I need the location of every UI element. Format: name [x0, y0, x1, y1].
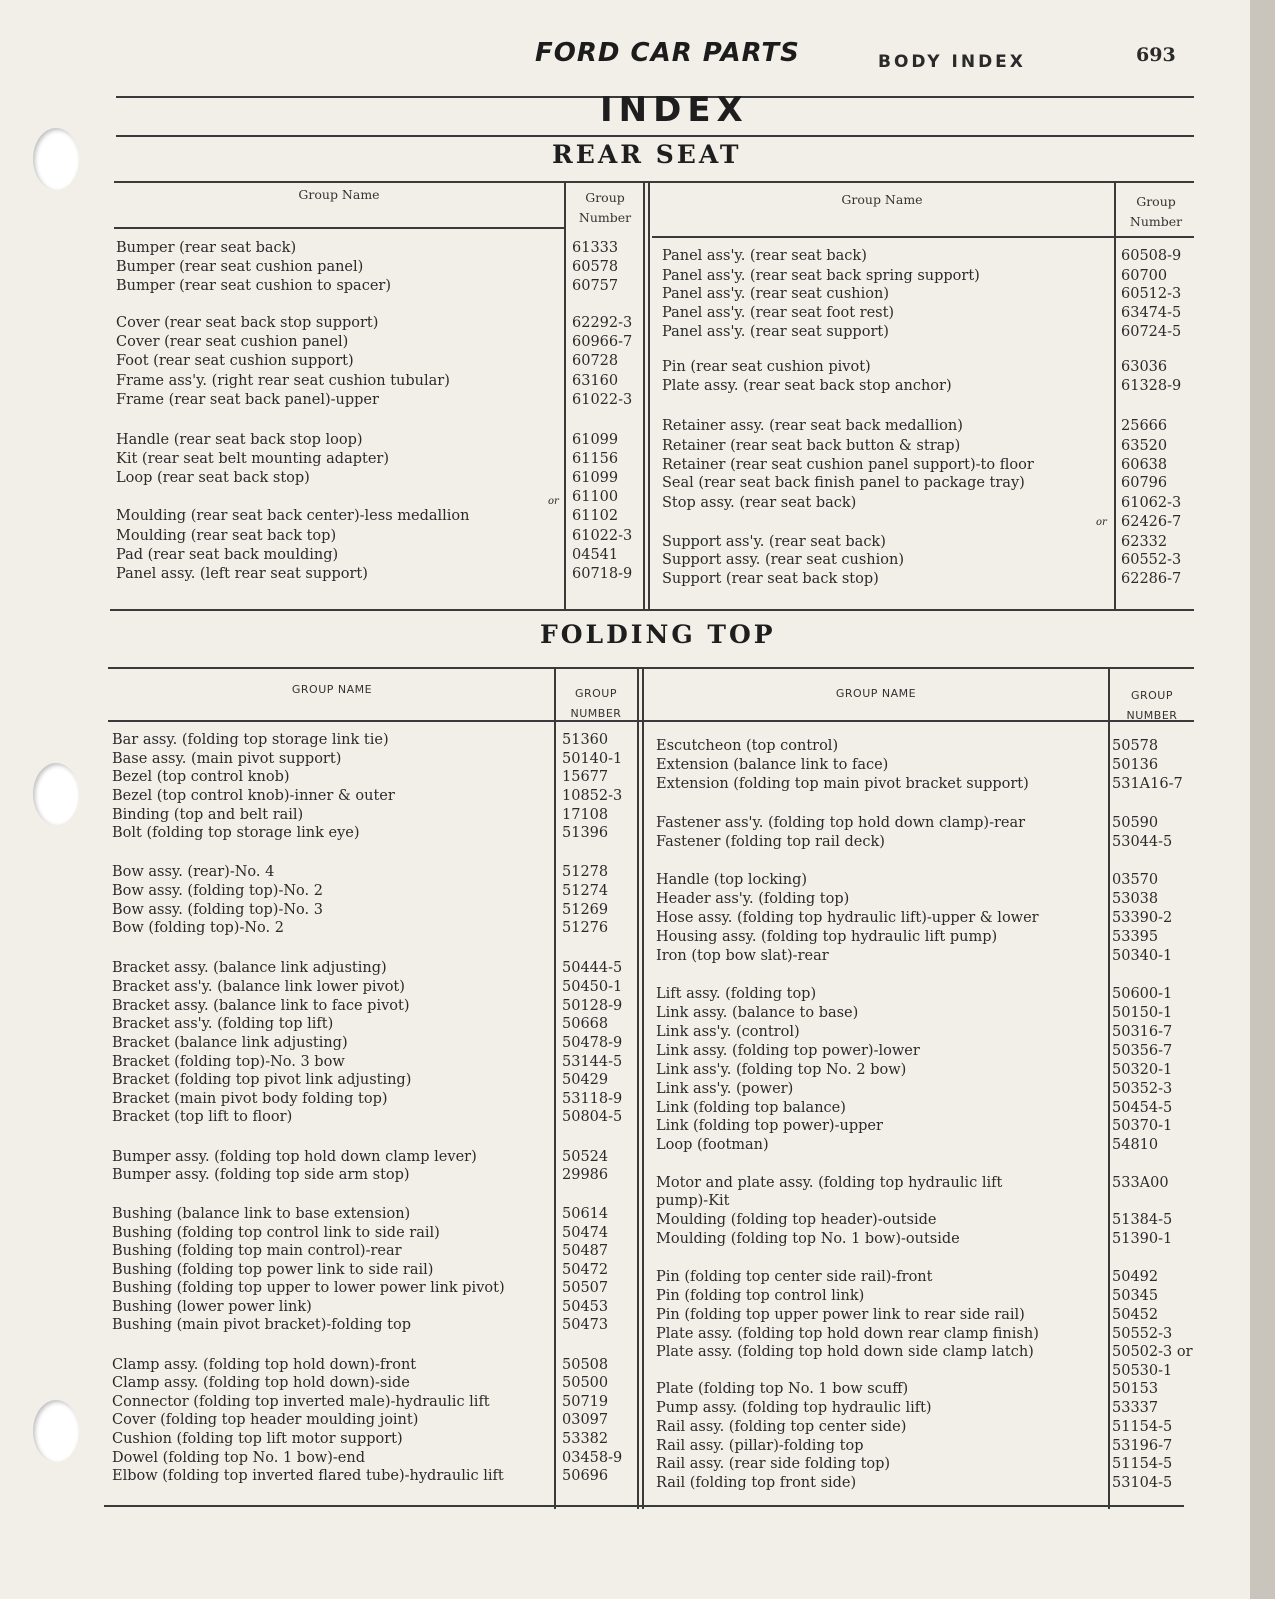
group-name: Rail assy. (pillar)-folding top: [656, 1438, 864, 1454]
group-name: pump)-Kit: [656, 1193, 730, 1209]
group-number: 53104-5: [1112, 1475, 1173, 1491]
group-number: 50320-1: [1112, 1062, 1173, 1078]
group-number: 61156: [572, 451, 619, 467]
group-number: 10852-3: [562, 788, 623, 804]
group-name: Cover (rear seat back stop support): [116, 315, 379, 331]
group-number: 60508-9: [1121, 248, 1182, 264]
table-divider: [1108, 667, 1110, 1509]
group-name: Panel assy. (left rear seat support): [116, 566, 368, 582]
group-number: 51154-5: [1112, 1456, 1173, 1472]
group-number: 50600-1: [1112, 986, 1173, 1002]
group-name: Connector (folding top inverted male)-hydraulic lift: [112, 1394, 490, 1410]
group-name: Frame (rear seat back panel)-upper: [116, 392, 379, 408]
group-number: 50524: [562, 1149, 609, 1165]
table-rule: [104, 1505, 1184, 1507]
group-name: Link ass'y. (power): [656, 1081, 794, 1097]
table-divider: [648, 181, 650, 611]
group-number: 50552-3: [1112, 1326, 1173, 1342]
group-name: Binding (top and belt rail): [112, 807, 304, 823]
group-number: 60718-9: [572, 566, 633, 582]
table-rule: [114, 181, 1194, 183]
group-number: 50429: [562, 1072, 609, 1088]
group-number: 03097: [562, 1412, 609, 1428]
group-name: Link (folding top power)-upper: [656, 1118, 883, 1134]
group-name: Hose assy. (folding top hydraulic lift)-upper & lower: [656, 910, 1039, 926]
group-name: Bracket (folding top)-No. 3 bow: [112, 1054, 345, 1070]
group-name: Bracket ass'y. (folding top lift): [112, 1016, 334, 1032]
group-name: Bushing (balance link to base extension): [112, 1206, 411, 1222]
group-name: Support assy. (rear seat cushion): [662, 552, 905, 568]
group-name: Pin (folding top control link): [656, 1288, 865, 1304]
table-rule: [110, 609, 1194, 611]
group-name: Retainer (rear seat back button & strap): [662, 438, 961, 454]
group-number: 50454-5: [1112, 1100, 1173, 1116]
col-header-number: Group Number: [1129, 194, 1183, 229]
group-name: Handle (top locking): [656, 872, 808, 888]
group-name: Loop (rear seat back stop): [116, 470, 310, 486]
group-number: 60638: [1121, 457, 1168, 473]
group-number: 50472: [562, 1262, 609, 1278]
or-note: or: [548, 496, 559, 507]
group-number: 61333: [572, 240, 619, 256]
group-number: 54810: [1112, 1137, 1159, 1153]
group-name: Bushing (folding top upper to lower power link pivot): [112, 1280, 505, 1296]
group-number: 50590: [1112, 815, 1159, 831]
group-number: 50502-3 or: [1112, 1344, 1193, 1360]
group-name: Pin (folding top center side rail)-front: [656, 1269, 933, 1285]
group-name: Motor and plate assy. (folding top hydraulic lift: [656, 1175, 1003, 1191]
group-name: Moulding (folding top header)-outside: [656, 1212, 937, 1228]
group-number: 50150-1: [1112, 1005, 1173, 1021]
group-number: 51396: [562, 825, 609, 841]
group-number: 53390-2: [1112, 910, 1173, 926]
group-number: 63474-5: [1121, 305, 1182, 321]
group-name: Rail assy. (rear side folding top): [656, 1456, 891, 1472]
group-number: 29986: [562, 1167, 609, 1183]
group-number: 50128-9: [562, 998, 623, 1014]
group-name: Fastener (folding top rail deck): [656, 834, 885, 850]
group-name: Clamp assy. (folding top hold down)-front: [112, 1357, 417, 1373]
group-number: 51278: [562, 864, 609, 880]
group-number: 50719: [562, 1394, 609, 1410]
group-name: Plate assy. (rear seat back stop anchor): [662, 378, 952, 394]
group-number: 50452: [1112, 1307, 1159, 1323]
group-number: 50345: [1112, 1288, 1159, 1304]
group-name: Link ass'y. (folding top No. 2 bow): [656, 1062, 907, 1078]
col-header-name: Group Name: [841, 192, 923, 207]
group-number: 60724-5: [1121, 324, 1182, 340]
table-rule: [114, 227, 566, 229]
col-header-name: Group Name: [298, 187, 380, 202]
group-name: Pump assy. (folding top hydraulic lift): [656, 1400, 932, 1416]
group-number: 25666: [1121, 418, 1168, 434]
group-number: 53044-5: [1112, 834, 1173, 850]
group-number: 53038: [1112, 891, 1159, 907]
group-number: 50478-9: [562, 1035, 623, 1051]
col-header-number: GROUP NUMBER: [1126, 689, 1178, 722]
group-number: 61099: [572, 432, 619, 448]
group-name: Panel ass'y. (rear seat back spring support): [662, 268, 980, 284]
table-rule: [108, 720, 1194, 722]
group-name: Housing assy. (folding top hydraulic lift pump): [656, 929, 998, 945]
table-divider: [637, 667, 639, 1509]
group-name: Panel ass'y. (rear seat foot rest): [662, 305, 895, 321]
group-name: Seal (rear seat back finish panel to package tray): [662, 475, 1025, 491]
group-name: Bar assy. (folding top storage link tie): [112, 732, 389, 748]
group-name: Pin (folding top upper power link to rear side rail): [656, 1307, 1025, 1323]
group-number: 60796: [1121, 475, 1168, 491]
group-number: 50370-1: [1112, 1118, 1173, 1134]
group-name: Bracket (top lift to floor): [112, 1109, 293, 1125]
brand-title: FORD CAR PARTS: [535, 38, 800, 68]
group-name: Bushing (main pivot bracket)-folding top: [112, 1317, 412, 1333]
group-name: Link assy. (balance to base): [656, 1005, 859, 1021]
table-divider: [554, 667, 556, 1509]
group-number: 53144-5: [562, 1054, 623, 1070]
group-number: 03570: [1112, 872, 1159, 888]
group-number: 60700: [1121, 268, 1168, 284]
group-number: 51384-5: [1112, 1212, 1173, 1228]
group-number: 60728: [572, 353, 619, 369]
group-name: Pin (rear seat cushion pivot): [662, 359, 871, 375]
folding-top-title: FOLDING TOP: [540, 620, 776, 649]
group-number: 50804-5: [562, 1109, 623, 1125]
group-name: Bumper assy. (folding top hold down clamp lever): [112, 1149, 477, 1165]
group-number: 63160: [572, 373, 619, 389]
group-number: 53395: [1112, 929, 1159, 945]
group-number: 50492: [1112, 1269, 1159, 1285]
group-name: Retainer assy. (rear seat back medallion): [662, 418, 963, 434]
section-title: BODY INDEX: [878, 52, 1026, 72]
group-number: 50473: [562, 1317, 609, 1333]
group-number: 61099: [572, 470, 619, 486]
group-number: 533A00: [1112, 1175, 1169, 1191]
group-number: 61062-3: [1121, 495, 1182, 511]
group-number: 50136: [1112, 757, 1159, 773]
col-header-name: GROUP NAME: [291, 683, 373, 696]
group-name: Bow (folding top)-No. 2: [112, 920, 284, 936]
group-number: 62292-3: [572, 315, 633, 331]
group-number: 50153: [1112, 1381, 1159, 1397]
group-name: Bushing (folding top control link to side rail): [112, 1225, 440, 1241]
group-name: Plate assy. (folding top hold down rear clamp finish): [656, 1326, 1039, 1342]
group-name: Retainer (rear seat cushion panel support)-to floor: [662, 457, 1034, 473]
group-name: Iron (top bow slat)-rear: [656, 948, 829, 964]
group-name: Bezel (top control knob): [112, 769, 290, 785]
group-name: Extension (balance link to face): [656, 757, 889, 773]
group-name: Base assy. (main pivot support): [112, 751, 342, 767]
group-number: 63036: [1121, 359, 1168, 375]
group-name: Support ass'y. (rear seat back): [662, 534, 886, 550]
group-name: Link assy. (folding top power)-lower: [656, 1043, 920, 1059]
group-name: Cover (rear seat cushion panel): [116, 334, 349, 350]
group-number: 04541: [572, 547, 619, 563]
group-name: Pad (rear seat back moulding): [116, 547, 339, 563]
group-name: Cover (folding top header moulding joint): [112, 1412, 419, 1428]
group-name: Clamp assy. (folding top hold down)-side: [112, 1375, 410, 1391]
group-name: Link (folding top balance): [656, 1100, 846, 1116]
group-number: 50696: [562, 1468, 609, 1484]
group-name: Moulding (rear seat back top): [116, 528, 337, 544]
group-name: Kit (rear seat belt mounting adapter): [116, 451, 390, 467]
group-name: Bow assy. (folding top)-No. 3: [112, 902, 323, 918]
group-name: Bushing (folding top main control)-rear: [112, 1243, 402, 1259]
table-divider: [564, 181, 566, 611]
group-number: 50444-5: [562, 960, 623, 976]
group-number: 51154-5: [1112, 1419, 1173, 1435]
binder-hole: [33, 1400, 79, 1462]
group-number: 61328-9: [1121, 378, 1182, 394]
group-name: Rail assy. (folding top center side): [656, 1419, 907, 1435]
group-name: Bracket assy. (balance link to face pivot): [112, 998, 410, 1014]
col-header-number: GROUP NUMBER: [570, 687, 622, 720]
binder-hole: [33, 763, 79, 825]
group-name: Rail (folding top front side): [656, 1475, 857, 1491]
group-name: Bushing (lower power link): [112, 1299, 312, 1315]
group-number: 51390-1: [1112, 1231, 1173, 1247]
group-number: 62426-7: [1121, 514, 1182, 530]
group-name: Bumper (rear seat cushion panel): [116, 259, 364, 275]
group-number: 60552-3: [1121, 552, 1182, 568]
group-number: 50140-1: [562, 751, 623, 767]
group-name: Bracket (main pivot body folding top): [112, 1091, 388, 1107]
group-number: 63520: [1121, 438, 1168, 454]
group-number: 50450-1: [562, 979, 623, 995]
rear-seat-title: REAR SEAT: [552, 140, 742, 169]
group-number: 51276: [562, 920, 609, 936]
group-number: 60578: [572, 259, 619, 275]
group-number: 53337: [1112, 1400, 1159, 1416]
group-number: 60757: [572, 278, 619, 294]
group-number: 51360: [562, 732, 609, 748]
group-number: 03458-9: [562, 1450, 623, 1466]
col-header-name: GROUP NAME: [835, 687, 917, 700]
group-number: 50316-7: [1112, 1024, 1173, 1040]
group-name: Moulding (rear seat back center)-less medallion: [116, 508, 470, 524]
group-name: Support (rear seat back stop): [662, 571, 879, 587]
group-number: 62286-7: [1121, 571, 1182, 587]
table-divider: [642, 667, 644, 1509]
page-number: 693: [1136, 44, 1176, 66]
group-number: 62332: [1121, 534, 1168, 550]
group-number: 50500: [562, 1375, 609, 1391]
group-name: Panel ass'y. (rear seat back): [662, 248, 867, 264]
group-number: 50578: [1112, 738, 1159, 754]
group-number: 50474: [562, 1225, 609, 1241]
group-name: Panel ass'y. (rear seat support): [662, 324, 889, 340]
group-name: Stop assy. (rear seat back): [662, 495, 857, 511]
group-number: 50453: [562, 1299, 609, 1315]
group-name: Bracket ass'y. (balance link lower pivot): [112, 979, 405, 995]
group-number: 53118-9: [562, 1091, 623, 1107]
group-name: Plate assy. (folding top hold down side clamp latch): [656, 1344, 1034, 1360]
group-number: 50340-1: [1112, 948, 1173, 964]
index-rule: [116, 135, 1194, 137]
group-number: 50356-7: [1112, 1043, 1173, 1059]
group-name: Handle (rear seat back stop loop): [116, 432, 363, 448]
group-name: Bow assy. (rear)-No. 4: [112, 864, 275, 880]
group-number: 50352-3: [1112, 1081, 1173, 1097]
group-number: 60966-7: [572, 334, 633, 350]
group-name: Escutcheon (top control): [656, 738, 839, 754]
group-name: Bumper assy. (folding top side arm stop): [112, 1167, 410, 1183]
group-name: Header ass'y. (folding top): [656, 891, 850, 907]
group-name: Elbow (folding top inverted flared tube)-hydraulic lift: [112, 1468, 504, 1484]
group-number: 15677: [562, 769, 609, 785]
table-rule: [652, 236, 1194, 238]
group-name: Cushion (folding top lift motor support): [112, 1431, 403, 1447]
table-divider: [1114, 181, 1116, 611]
group-name: Dowel (folding top No. 1 bow)-end: [112, 1450, 365, 1466]
group-name: Lift assy. (folding top): [656, 986, 817, 1002]
group-number: 50614: [562, 1206, 609, 1222]
group-name: Bushing (folding top power link to side rail): [112, 1262, 434, 1278]
group-number: 60512-3: [1121, 286, 1182, 302]
group-number: 17108: [562, 807, 609, 823]
table-rule: [108, 667, 1194, 669]
group-number: 61022-3: [572, 528, 633, 544]
group-name: Bumper (rear seat back): [116, 240, 297, 256]
group-name: Loop (footman): [656, 1137, 769, 1153]
group-name: Panel ass'y. (rear seat cushion): [662, 286, 889, 302]
group-number: 50487: [562, 1243, 609, 1259]
or-note: or: [1096, 517, 1107, 528]
group-name: Bracket assy. (balance link adjusting): [112, 960, 387, 976]
group-name: Bow assy. (folding top)-No. 2: [112, 883, 323, 899]
group-name: Link ass'y. (control): [656, 1024, 800, 1040]
group-name: Plate (folding top No. 1 bow scuff): [656, 1381, 909, 1397]
group-number: 531A16-7: [1112, 776, 1183, 792]
group-name: Bezel (top control knob)-inner & outer: [112, 788, 395, 804]
group-name: Bumper (rear seat cushion to spacer): [116, 278, 391, 294]
group-number: 53382: [562, 1431, 609, 1447]
group-name: Fastener ass'y. (folding top hold down clamp)-rear: [656, 815, 1026, 831]
binder-hole: [33, 128, 79, 190]
group-number: 50508: [562, 1357, 609, 1373]
group-name: Extension (folding top main pivot bracket support): [656, 776, 1029, 792]
col-header-number: Group Number: [578, 190, 632, 225]
group-name: Foot (rear seat cushion support): [116, 353, 354, 369]
group-number: 61100: [572, 489, 619, 505]
group-number: 50530-1: [1112, 1363, 1173, 1379]
table-divider: [643, 181, 645, 611]
group-number: 50668: [562, 1016, 609, 1032]
group-name: Bracket (balance link adjusting): [112, 1035, 348, 1051]
group-number: 50507: [562, 1280, 609, 1296]
index-title: INDEX: [600, 90, 749, 130]
group-number: 53196-7: [1112, 1438, 1173, 1454]
group-number: 61022-3: [572, 392, 633, 408]
group-number: 51269: [562, 902, 609, 918]
group-number: 51274: [562, 883, 609, 899]
group-name: Frame ass'y. (right rear seat cushion tubular): [116, 373, 450, 389]
group-number: 61102: [572, 508, 619, 524]
group-name: Bracket (folding top pivot link adjusting): [112, 1072, 412, 1088]
group-name: Bolt (folding top storage link eye): [112, 825, 360, 841]
group-name: Moulding (folding top No. 1 bow)-outside: [656, 1231, 960, 1247]
